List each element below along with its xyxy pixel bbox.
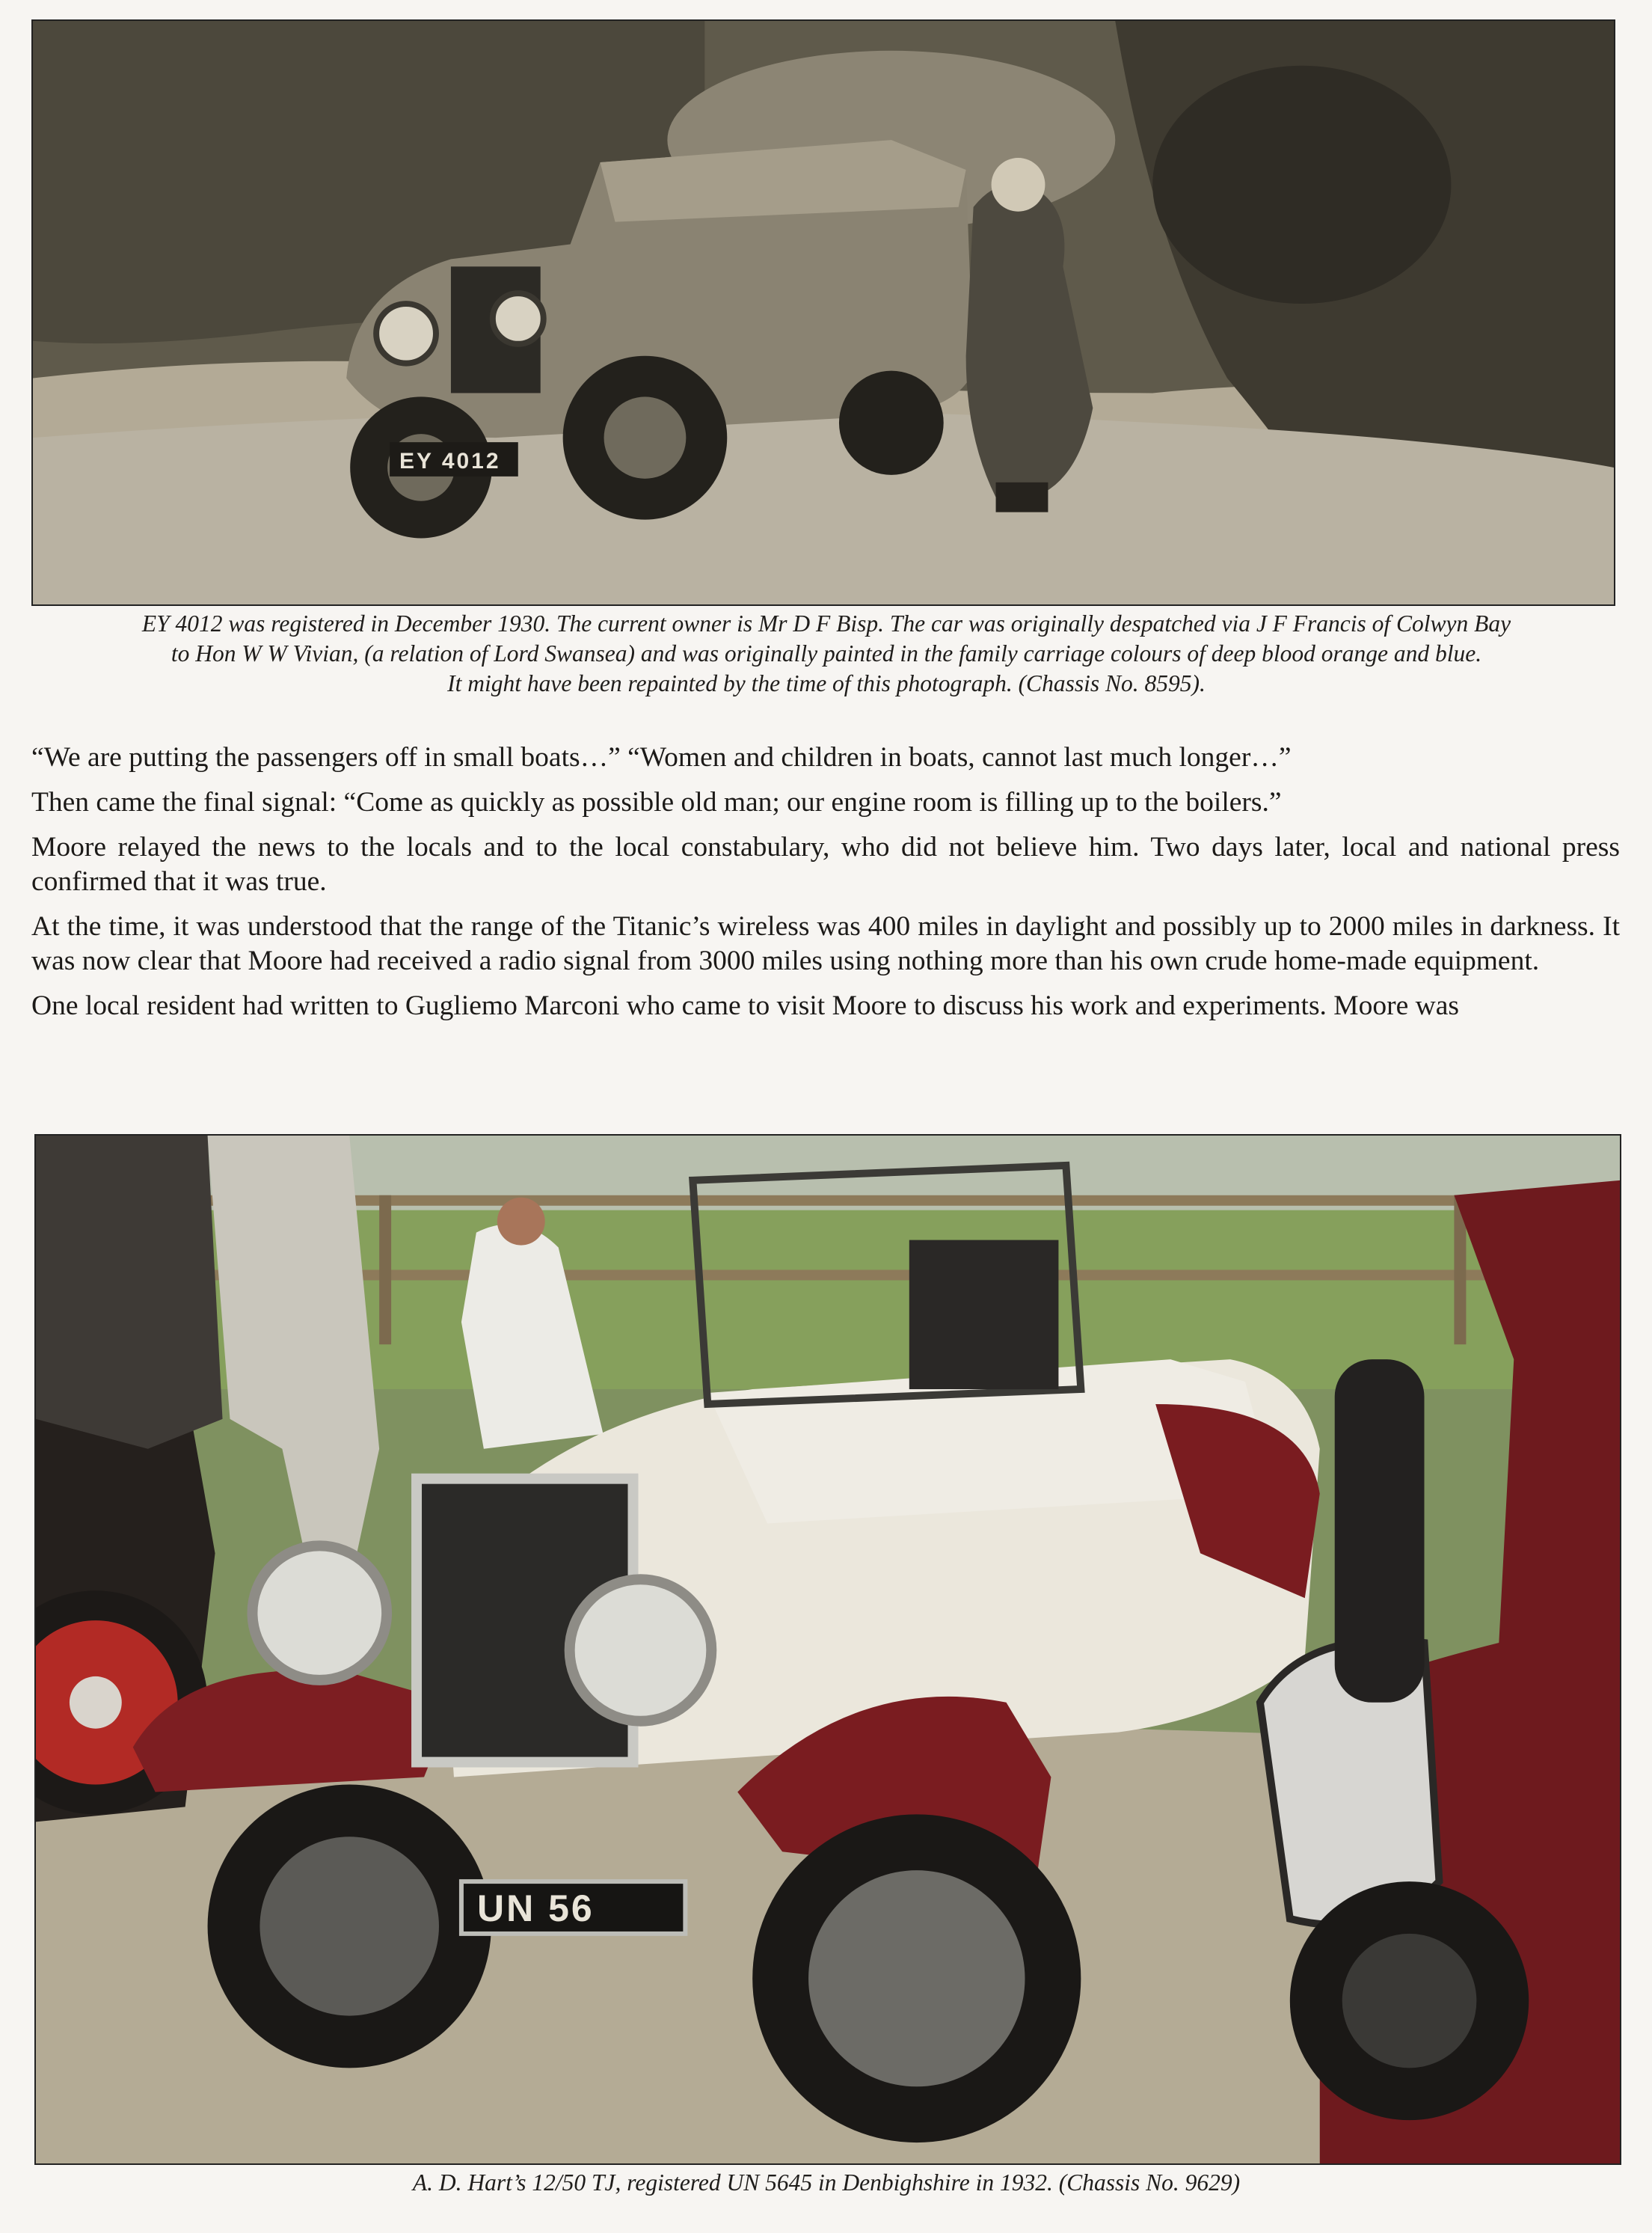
caption-top <box>22 609 1630 699</box>
photo-vintage-car-ey4012 <box>31 19 1615 606</box>
caption-bottom <box>22 2168 1630 2198</box>
plate-ey4012: EY 4012 <box>399 449 501 474</box>
paragraph: At the time, it was understood that the range of the Titanic’s wireless was 400 miles in daylight and possibly up to 2000 miles in darkness. It was now clear that Moore had received a radio signal from 3000 miles using nothing more than his own crude home-made equipment. <box>31 911 1620 976</box>
caption-top-line: It might have been repainted by the time of this photograph. (Chassis No. 8595). <box>447 670 1206 696</box>
photo-vintage-car-un5645 <box>34 1134 1621 2165</box>
caption-top-line: EY 4012 was registered in December 1930. The current owner is Mr D F Bisp. The car was originally despatched via J F Francis of Colwyn Bay <box>141 610 1511 637</box>
caption-top-line: to Hon W W Vivian, (a relation of Lord Swansea) and was originally painted in the family carriage colours of deep blood orange and blue. <box>171 640 1482 667</box>
article-body <box>31 741 1620 1034</box>
photo-ey4012-illustration <box>33 21 1614 604</box>
photo-un5645-illustration <box>36 1136 1620 2163</box>
paragraph: One local resident had written to Gugliemo Marconi who came to visit Moore to discuss his work and experiments. Moore was <box>31 990 1459 1021</box>
paragraph: Then came the final signal: “Come as quickly as possible old man; our engine room is filling up to the boilers.” <box>31 787 1282 818</box>
paragraph: Moore relayed the news to the locals and to the local constabulary, who did not believe him. Two days later, local and national press confirmed that it was true. <box>31 832 1620 897</box>
caption-bottom-line: A. D. Hart’s 12/50 TJ, registered UN 5645 in Denbighshire in 1932. (Chassis No. 9629) <box>412 2169 1241 2196</box>
paragraph: “We are putting the passengers off in small boats…” “Women and children in boats, cannot last much longer…” <box>31 742 1292 773</box>
plate-un5645: UN 56 <box>477 1887 595 1929</box>
